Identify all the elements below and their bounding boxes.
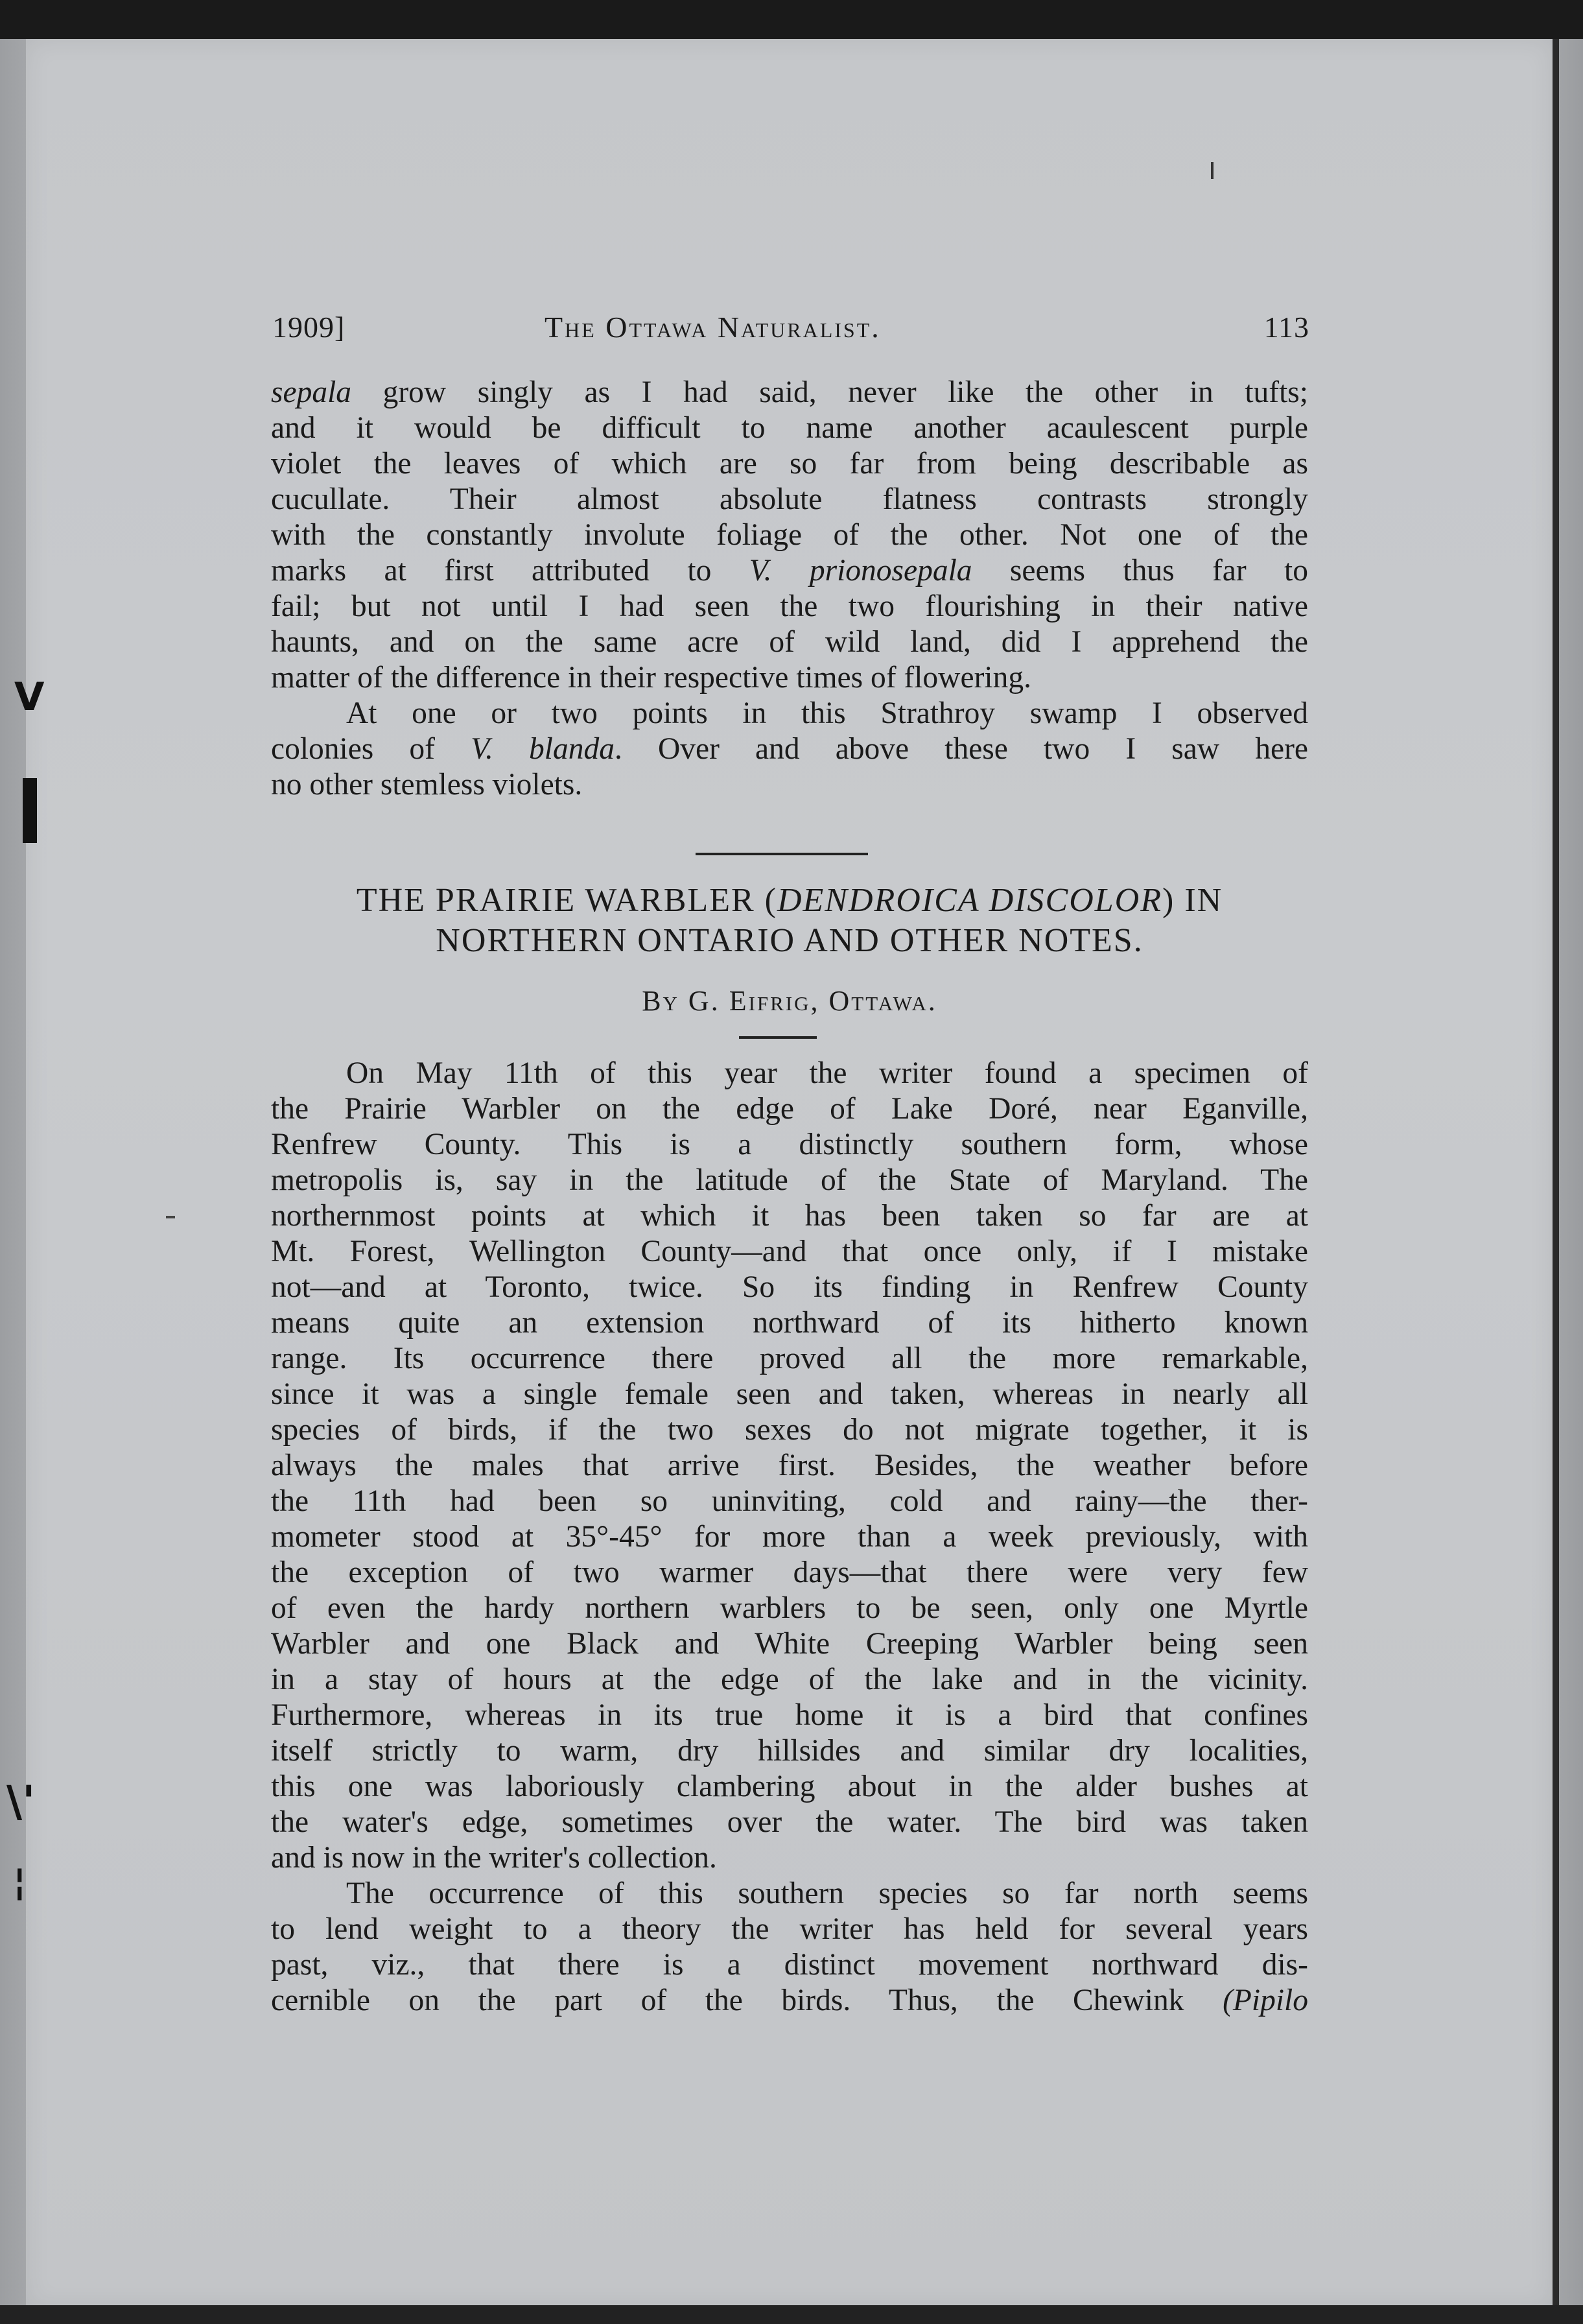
text-line: not—and at Toronto, twice. So its finding in Renfrew County [271,1270,1308,1304]
text-line [271,553,1308,589]
text-line: northernmost points at which it has been taken so far are at [271,1199,1308,1233]
text-line: haunts, and on the same acre of wild land, did I apprehend the [271,625,1308,659]
text-line: The occurrence of this southern species so far north seems [346,1877,1308,1910]
text-line: and is now in the writer's collection. [271,1841,717,1875]
warbler-text-block [271,1056,1308,2019]
text-line: matter of the difference in their respective times of flowering. [271,661,1031,694]
violet-text-block [271,375,1308,803]
text-fragment: seems thus far to [972,554,1308,587]
text-line: Warbler and one Black and White Creeping Warbler being seen [271,1627,1308,1661]
text-line: no other stemless violets. [271,768,583,801]
text-line: mometer stood at 35°-45° for more than a week previously, with [271,1520,1308,1554]
italic-term: V. prionosepala [749,554,972,587]
text-line [271,731,1308,767]
text-line: itself strictly to warm, dry hillsides and similar dry localities, [271,1734,1308,1768]
text-line: At one or two points in this Strathroy swamp I observed [346,696,1308,730]
scan-speck [166,1216,175,1218]
page-number: 113 [1263,311,1309,344]
text-line: violet the leaves of which are so far from being describable as [271,447,1308,480]
italic-term: V. blanda [471,732,615,766]
text-line: Renfrew County. This is a distinctly southern form, whose [271,1128,1308,1161]
scan-bottom-edge [0,2305,1583,2324]
text-line: this one was laboriously clambering about in the alder bushes at [271,1770,1308,1803]
text-line: of even the hardy northern warblers to be seen, only one Myrtle [271,1591,1308,1625]
text-line: the Prairie Warbler on the edge of Lake Doré, near Eganville, [271,1092,1308,1126]
text-fragment: colonies of [271,732,471,766]
text-line: species of birds, if the two sexes do not migrate together, it is [271,1413,1308,1447]
text-fragment: grow singly as I had said, never like the other in tufts; [351,375,1308,409]
text-line: past, viz., that there is a distinct movement northward dis- [271,1948,1308,1982]
margin-pencil-mark: \' [6,1777,36,1827]
italic-term: sepala [271,375,352,409]
text-line: means quite an extension northward of its hitherto known [271,1306,1308,1340]
text-line: the exception of two warmer days—that there were very few [271,1556,1308,1589]
scan-speck [1211,162,1214,179]
text-line [271,1983,1308,2019]
text-line: the 11th had been so uninviting, cold and rainy—the ther- [271,1484,1308,1518]
title-species-italic: DENDROICA DISCOLOR [777,882,1162,919]
section-divider [696,853,868,855]
margin-pencil-mark: ¦ [13,1861,27,1903]
text-line: fail; but not until I had seen the two flourishing in their native [271,589,1308,623]
scan-top-edge [0,0,1583,39]
margin-bar-mark [23,778,37,843]
article-byline: By G. Eifrig, Ottawa. [642,985,937,1017]
text-line: range. Its occurrence there proved all the more remarkable, [271,1342,1308,1375]
byline-divider [739,1036,817,1039]
text-line: to lend weight to a theory the writer has held for several years [271,1912,1308,1946]
text-line: the water's edge, sometimes over the water. The bird was taken [271,1805,1308,1839]
running-head [272,310,1309,349]
text-line: cucullate. Their almost absolute flatness contrasts strongly [271,482,1308,516]
text-line: since it was a single female seen and taken, whereas in nearly all [271,1377,1308,1411]
title-line [267,881,1312,921]
running-head-journal: The Ottawa Naturalist. [545,311,881,344]
text-fragment: cernible on the part of the birds. Thus, the Chewink [271,1984,1223,2017]
running-head-year: 1909] [272,311,346,344]
text-line: On May 11th of this year the writer found a specimen of [346,1056,1308,1090]
title-fragment: THE PRAIRIE WARBLER ( [356,882,777,919]
text-line [271,375,1308,410]
text-line: with the constantly involute foliage of the other. Not one of the [271,518,1308,552]
text-line: Furthermore, whereas in its true home it is a bird that confines [271,1698,1308,1732]
text-fragment: marks at first attributed to [271,554,749,587]
text-line: Mt. Forest, Wellington County—and that once only, if I mistake [271,1235,1308,1268]
margin-checkmark-mark: V [14,674,45,720]
article-title [267,881,1312,961]
text-fragment: . Over and above these two I saw here [614,732,1308,766]
italic-term: (Pipilo [1223,1984,1308,2017]
title-fragment: ) IN [1162,882,1223,919]
text-line: in a stay of hours at the edge of the lake and in the vicinity. [271,1663,1308,1696]
text-line: always the males that arrive first. Besides, the weather before [271,1449,1308,1482]
text-line: metropolis is, say in the latitude of the State of Maryland. The [271,1163,1308,1197]
title-line: NORTHERN ONTARIO AND OTHER NOTES. [436,922,1143,959]
text-line: and it would be difficult to name another acaulescent purple [271,411,1308,445]
